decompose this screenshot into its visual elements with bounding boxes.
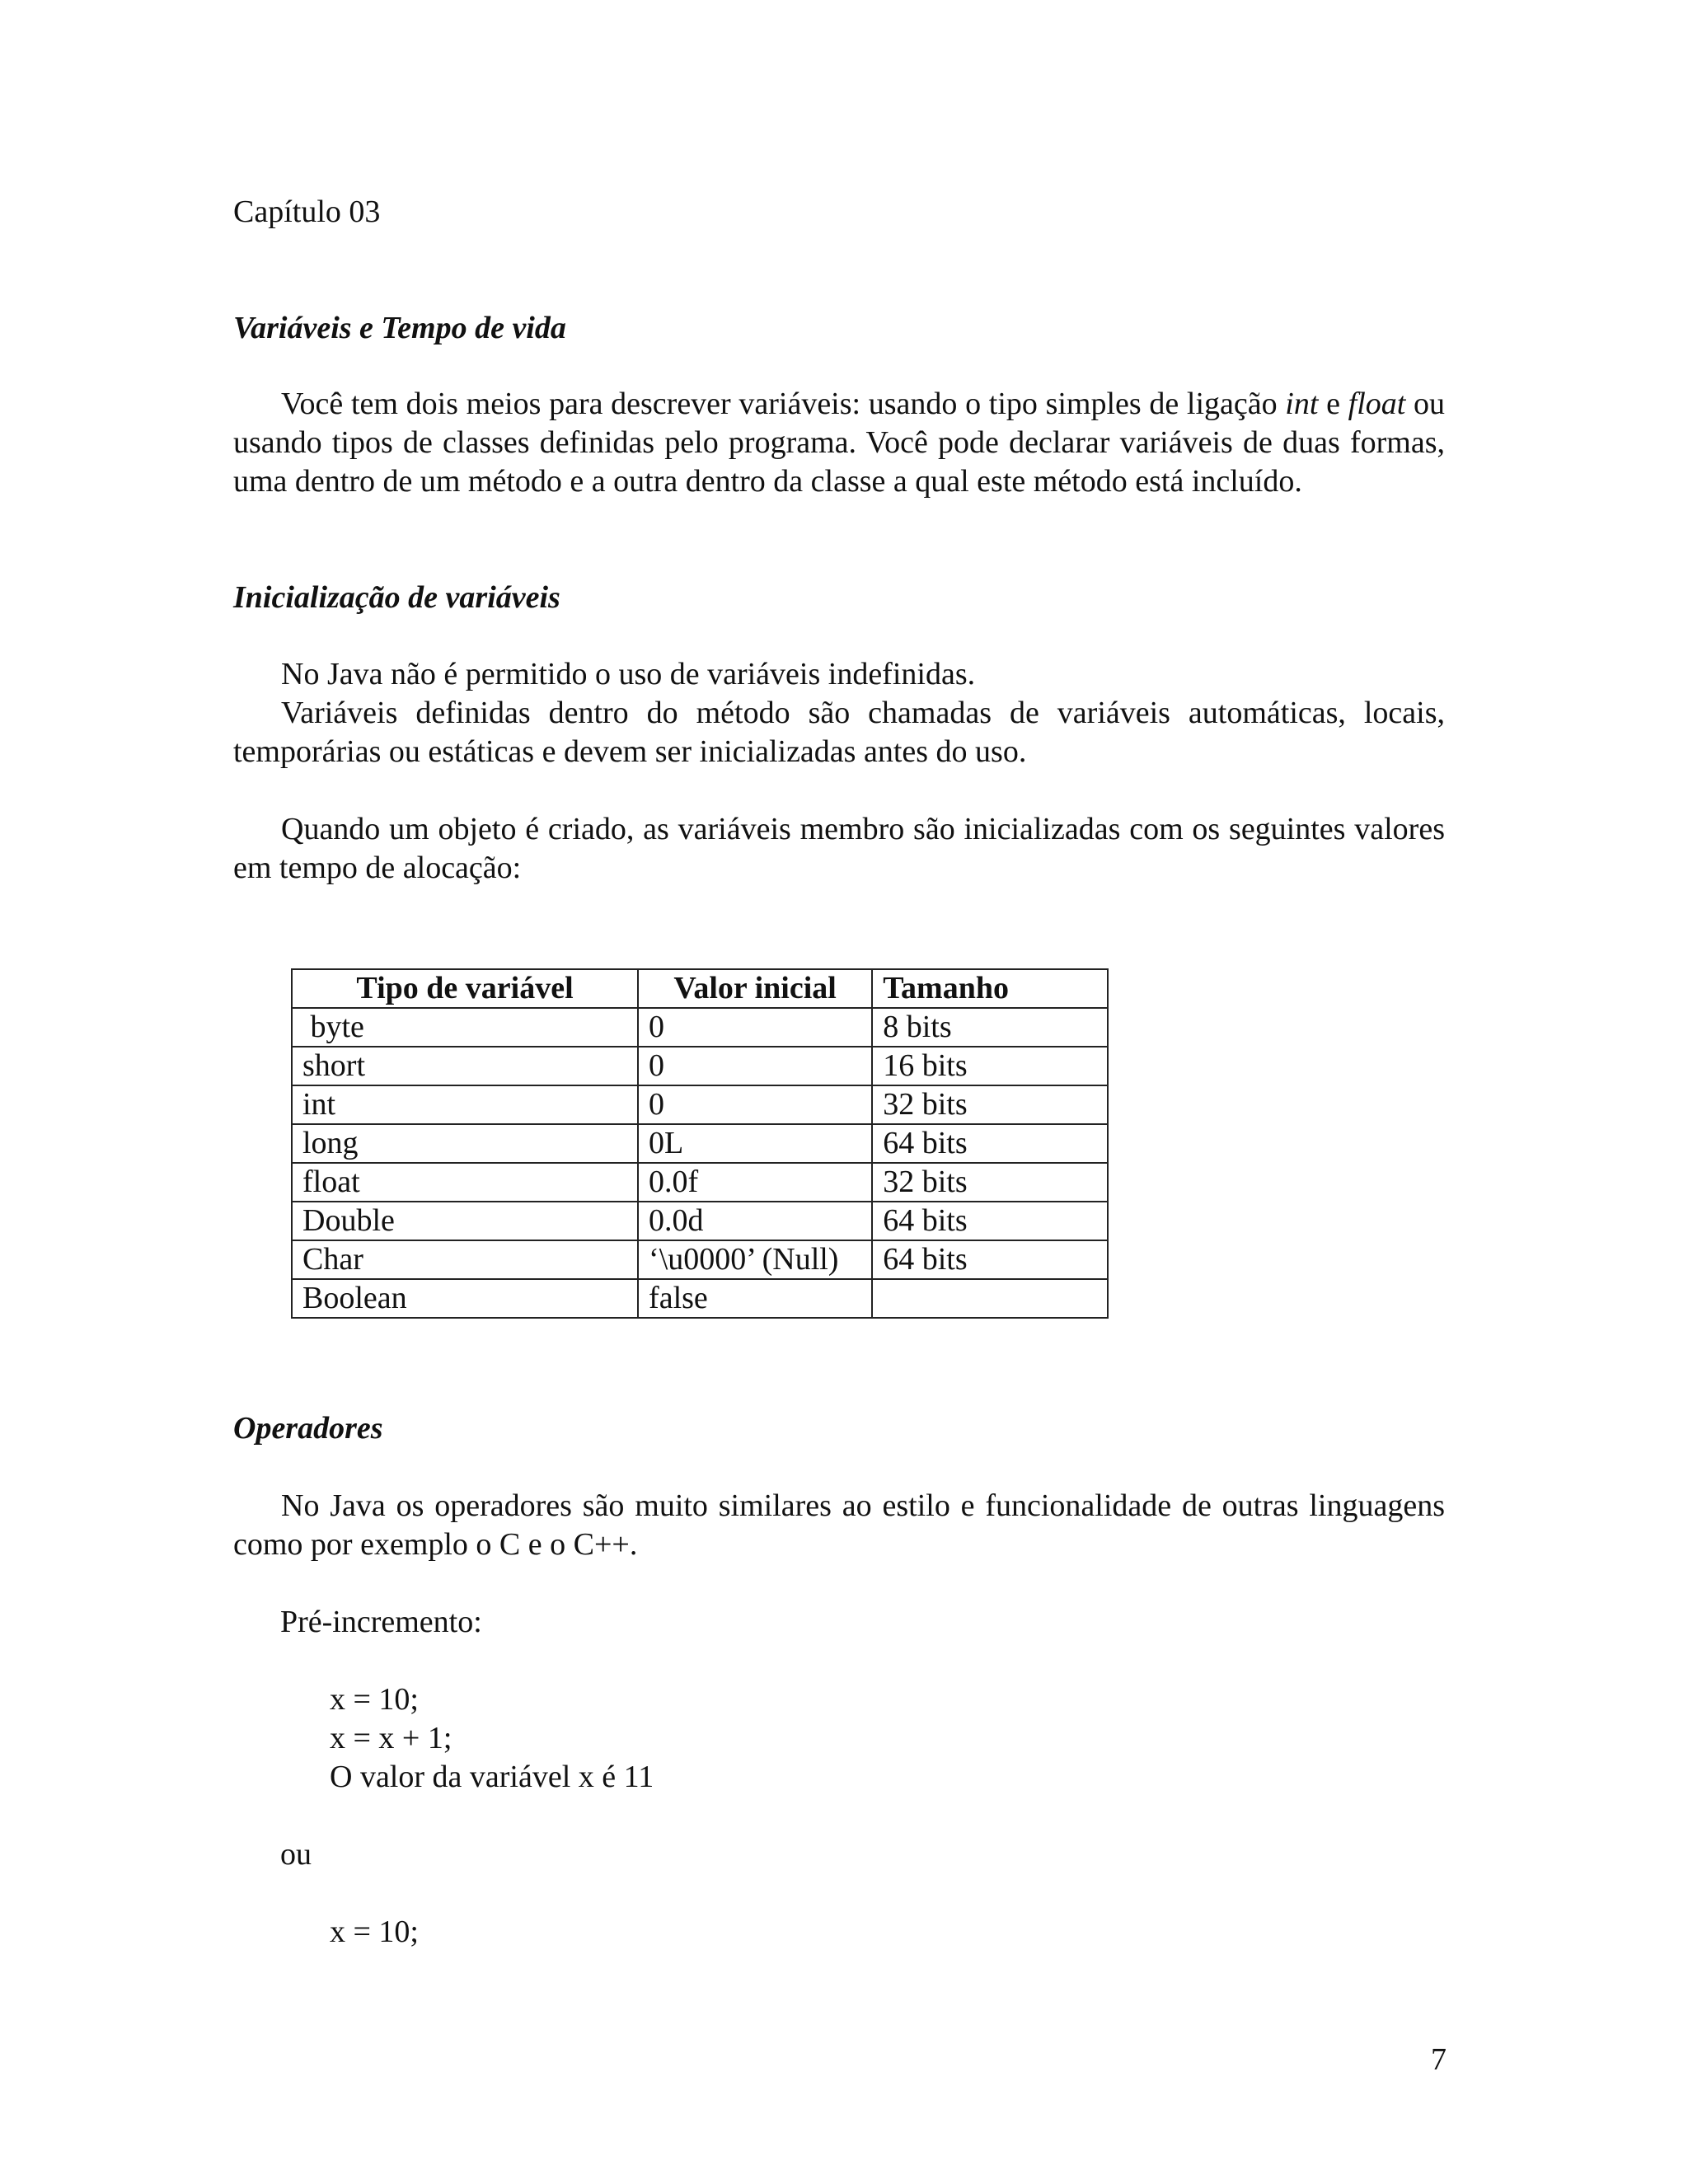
section-heading-operators: Operadores bbox=[233, 1411, 383, 1446]
default-values-table bbox=[291, 968, 1109, 1319]
paragraph-variables-intro bbox=[233, 385, 1445, 501]
table-row bbox=[292, 1279, 1108, 1318]
code-line: O valor da variável x é 11 bbox=[330, 1760, 654, 1794]
table-cell-size: 64 bits bbox=[872, 1240, 1108, 1279]
table-row bbox=[292, 1163, 1108, 1202]
table-cell-size: 64 bits bbox=[872, 1124, 1108, 1163]
table-cell-type: Double bbox=[292, 1202, 638, 1240]
table-cell-value: ‘\u0000’ (Null) bbox=[638, 1240, 872, 1279]
column-header-initial-value: Valor inicial bbox=[638, 969, 872, 1008]
table-cell-size: 32 bits bbox=[872, 1085, 1108, 1124]
keyword-int: int bbox=[1285, 387, 1319, 421]
table-cell-size: 64 bits bbox=[872, 1202, 1108, 1240]
table-cell-type: Char bbox=[292, 1240, 638, 1279]
table-header-row bbox=[292, 969, 1108, 1008]
table-cell-value: 0.0f bbox=[638, 1163, 872, 1202]
column-header-type: Tipo de variável bbox=[292, 969, 638, 1008]
column-header-size: Tamanho bbox=[872, 969, 1108, 1008]
keyword-float: float bbox=[1348, 387, 1406, 421]
paragraph-operators: No Java os operadores são muito similares ao estilo e funcionalidade de outras linguagens como por exemplo o C e o C++. bbox=[233, 1488, 1445, 1562]
paragraph-undefined-variables: No Java não é permitido o uso de variáveis indefinidas. bbox=[281, 657, 976, 691]
table-row bbox=[292, 1124, 1108, 1163]
section-heading-initialization: Inicialização de variáveis bbox=[233, 580, 560, 615]
table-row bbox=[292, 1202, 1108, 1240]
table-cell-size bbox=[872, 1279, 1108, 1318]
table-cell-value: false bbox=[638, 1279, 872, 1318]
code-line: x = 10; bbox=[330, 1682, 419, 1717]
text-run: e bbox=[1318, 387, 1348, 421]
or-label: ou bbox=[280, 1837, 312, 1872]
code-line: x = 10; bbox=[330, 1915, 419, 1949]
table-row bbox=[292, 1240, 1108, 1279]
paragraph-automatic-variables: Variáveis definidas dentro do método são chamadas de variáveis automáticas, locais, temporárias ou estáticas e devem ser inicializadas antes do uso. bbox=[233, 696, 1445, 769]
table-cell-size: 8 bits bbox=[872, 1008, 1108, 1047]
table-cell-value: 0.0d bbox=[638, 1202, 872, 1240]
section-heading-variables: Variáveis e Tempo de vida bbox=[233, 311, 566, 345]
table-cell-type: int bbox=[292, 1085, 638, 1124]
table-cell-type: float bbox=[292, 1163, 638, 1202]
chapter-label: Capítulo 03 bbox=[233, 194, 381, 229]
table-cell-value: 0L bbox=[638, 1124, 872, 1163]
table-cell-value: 0 bbox=[638, 1085, 872, 1124]
text-run: ou usando tipos de classes definidas pelo programa. Você pode declarar variáveis de duas formas, uma dentro de um método e a outra dentro da classe a qual este método está incluído. bbox=[233, 387, 1446, 499]
table-cell-value: 0 bbox=[638, 1047, 872, 1085]
table-cell-type: byte bbox=[292, 1008, 638, 1047]
table-cell-type: long bbox=[292, 1124, 638, 1163]
table-cell-size: 16 bits bbox=[872, 1047, 1108, 1085]
pre-increment-label: Pré-incremento: bbox=[280, 1605, 482, 1639]
table-cell-size: 32 bits bbox=[872, 1163, 1108, 1202]
paragraph-member-variables: Quando um objeto é criado, as variáveis membro são inicializadas com os seguintes valores em tempo de alocação: bbox=[233, 812, 1445, 885]
table-row bbox=[292, 1085, 1108, 1124]
page-number: 7 bbox=[1431, 2042, 1447, 2077]
table-row bbox=[292, 1008, 1108, 1047]
table-cell-type: Boolean bbox=[292, 1279, 638, 1318]
text-run: Você tem dois meios para descrever variáveis: usando o tipo simples de ligação bbox=[281, 387, 1286, 421]
table-row bbox=[292, 1047, 1108, 1085]
code-line: x = x + 1; bbox=[330, 1721, 452, 1755]
table-cell-type: short bbox=[292, 1047, 638, 1085]
table-cell-value: 0 bbox=[638, 1008, 872, 1047]
